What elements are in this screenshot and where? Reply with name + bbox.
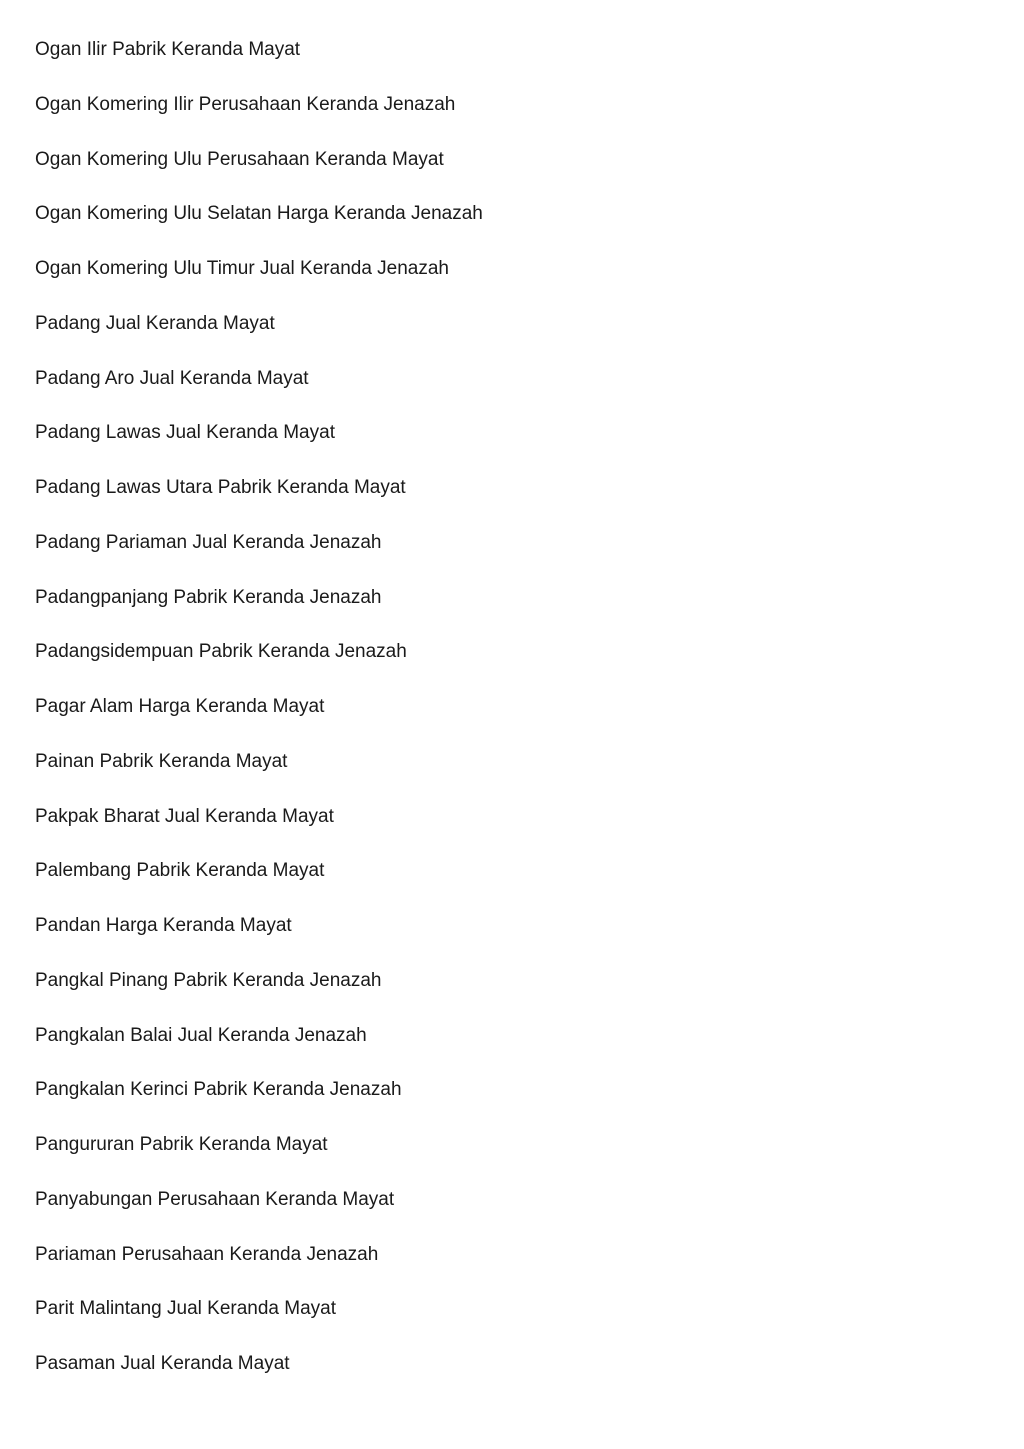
list-item: Padang Aro Jual Keranda Mayat [35,367,309,389]
list-item: Padang Jual Keranda Mayat [35,312,275,334]
list-item: Ogan Komering Ulu Selatan Harga Keranda Jenazah [35,203,483,225]
list-item: Pariaman Perusahaan Keranda Jenazah [35,1243,379,1265]
list-item: Pangkalan Balai Jual Keranda Jenazah [35,1024,367,1046]
list-item: Ogan Komering Ulu Timur Jual Keranda Jenazah [35,258,450,279]
list-item: Padangsidempuan Pabrik Keranda Jenazah [35,641,407,663]
list-item: Painan Pabrik Keranda Mayat [35,750,288,772]
list-item: Palembang Pabrik Keranda Mayat [35,860,325,882]
list-item: Pasaman Jual Keranda Mayat [35,1353,290,1374]
list-item: Parit Malintang Jual Keranda Mayat [35,1298,336,1320]
list-item: Ogan Ilir Pabrik Keranda Mayat [35,39,301,60]
list-item: Padangpanjang Pabrik Keranda Jenazah [35,586,382,608]
list-item: Padang Lawas Jual Keranda Mayat [35,422,335,444]
list-item: Pangkal Pinang Pabrik Keranda Jenazah [35,969,382,991]
list-item: Pagar Alam Harga Keranda Mayat [35,696,325,717]
list-item: Ogan Komering Ulu Perusahaan Keranda Mayat [35,148,444,170]
list-item: Panyabungan Perusahaan Keranda Mayat [35,1188,395,1210]
list-item: Ogan Komering Ilir Perusahaan Keranda Jenazah [35,93,456,115]
list-item: Padang Pariaman Jual Keranda Jenazah [35,531,382,553]
list-item: Pandan Harga Keranda Mayat [35,915,292,936]
list-item: Pangururan Pabrik Keranda Mayat [35,1134,328,1155]
list-item: Pakpak Bharat Jual Keranda Mayat [35,805,334,827]
list-item: Padang Lawas Utara Pabrik Keranda Mayat [35,477,406,498]
list-item: Pangkalan Kerinci Pabrik Keranda Jenazah [35,1079,402,1101]
text-list [35,36,483,1405]
